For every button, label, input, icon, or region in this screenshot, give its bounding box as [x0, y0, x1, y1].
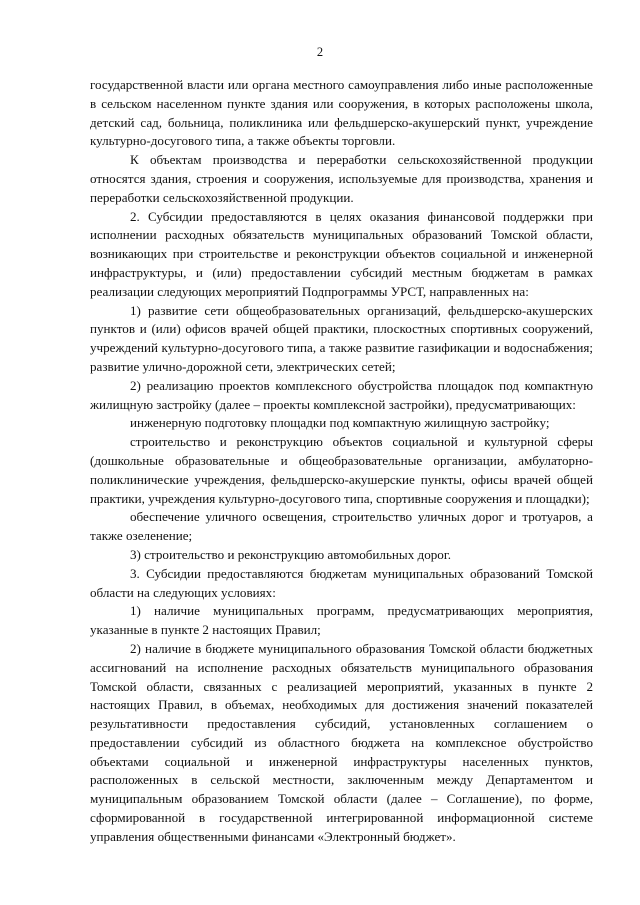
list-item: инженерную подготовку площадки под компактную жилищную застройку;: [130, 415, 550, 431]
list-item: 2) реализацию проектов комплексного обустройства площадок под компактную жилищную застройку (далее – проекты комплексной застройки), предусматривающих:: [90, 377, 593, 412]
paragraph: государственной власти или органа местного самоуправления либо иные расположенные в сельском населенном пункте здания или сооружения, в которых расположены школа, детский сад, больница, поликлиника или фельдшерско-акушерский пункт, учреждение культурно-досугового типа, а также объекты торговли.: [90, 77, 593, 149]
page-number: 2: [316, 45, 324, 59]
paragraph: К объектам производства и переработки сельскохозяйственной продукции относятся здания, строения и сооружения, используемые для производства, хранения и переработки сельскохозяйственной продукции.: [90, 152, 593, 205]
list-item: 3) строительство и реконструкцию автомобильных дорог.: [130, 546, 452, 562]
list-item: обеспечение уличного освещения, строительство уличных дорог и тротуаров, а также озеленение;: [90, 509, 593, 544]
list-item: 1) развитие сети общеобразовательных организаций, фельдшерско-акушерских пунктов и (или) офисов врачей общей практики, плоскостных спортивных сооружений, учреждений культурно-досугового типа, а также развитие газификации и водоснабжения; развитие улично-дорожной сети, электрических сетей;: [90, 302, 593, 374]
paragraph: 3. Субсидии предоставляются бюджетам муниципальных образований Томской области на следующих условиях:: [90, 565, 593, 600]
paragraph: 2. Субсидии предоставляются в целях оказания финансовой поддержки при исполнении расходных обязательств муниципальных образований Томской области, возникающих при строительстве и реконструкции объектов социальной и инженерной инфраструктуры, и (или) предоставлении субсидий местным бюджетам в рамках реализации следующих мероприятий Подпрограммы УРСТ, направленных на:: [90, 208, 593, 299]
list-item: 2) наличие в бюджете муниципального образования Томской области бюджетных ассигнований на исполнение расходных обязательств муниципального образования Томской области, связанных с реализацией мероприятий, указанных в пункте 2 настоящих Правил, в объемах, необходимых для достижения значений показателей результативности предоставления субсидий, установленных соглашением о предоставлении субсидий из областного бюджета на комплексное обустройство объектами социальной и инженерной инфраструктуры населенных пунктов, расположенных в сельской местности, заключенным между Департаментом и муниципальным образованием Томской области (далее – Соглашение), по форме, сформированной в государственной интегрированной информационной системе управления общественными финансами «Электронный бюджет».: [90, 640, 593, 844]
list-item: строительство и реконструкцию объектов социальной и культурной сферы (дошкольные образовательные и общеобразовательные организации, амбулаторно-поликлинические учреждения, фельдшерско-акушерские пункты, офисы врачей общей практики, учреждения культурно-досугового типа, спортивные сооружения и площадки);: [90, 434, 593, 506]
list-item: 1) наличие муниципальных программ, предусматривающих мероприятия, указанные в пункте 2 настоящих Правил;: [90, 603, 593, 638]
document-body: [90, 76, 593, 847]
